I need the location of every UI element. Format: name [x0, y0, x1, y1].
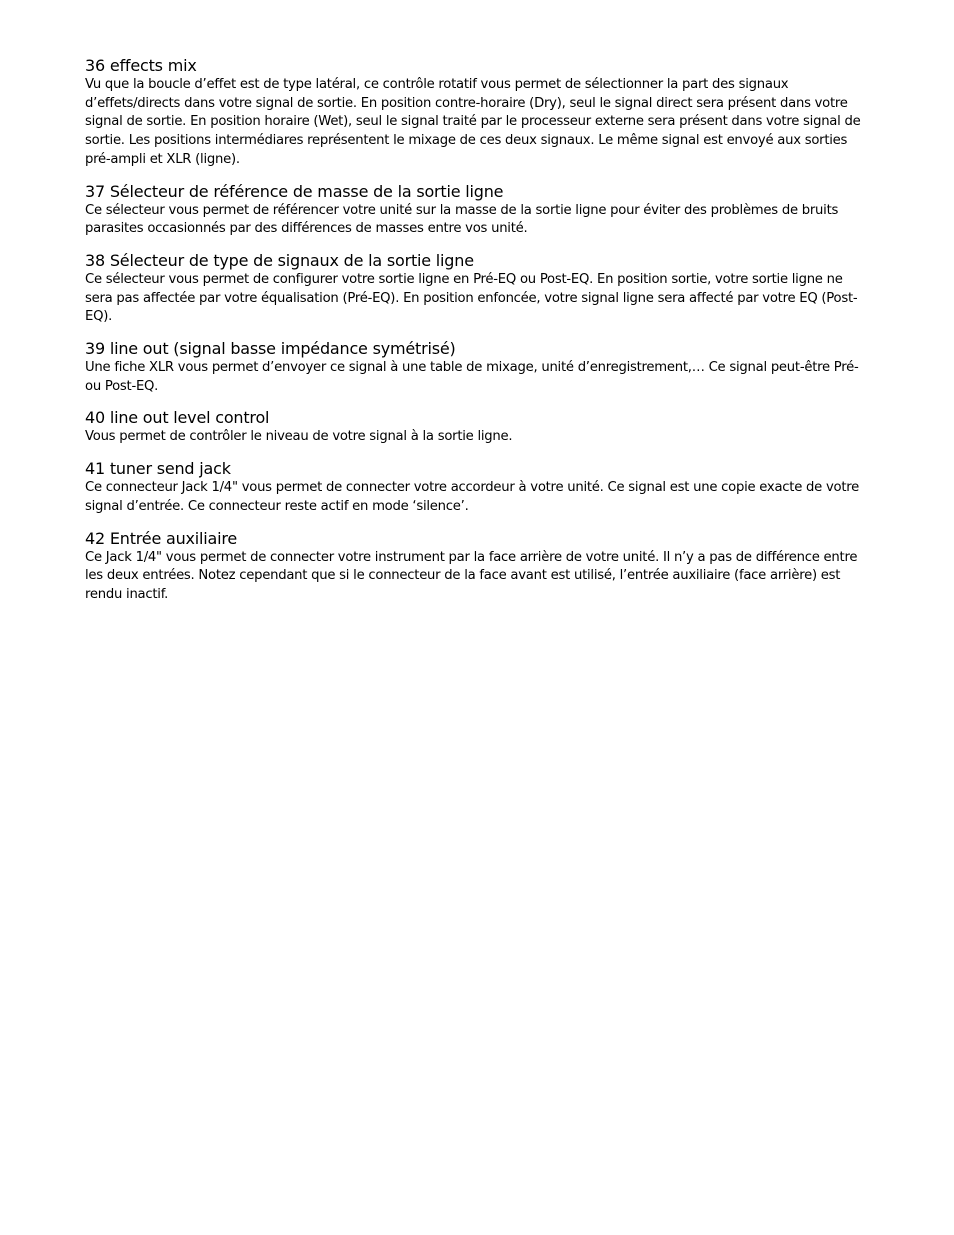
section-39-line-out [85, 339, 873, 396]
section-body: Ce sélecteur vous permet de référencer votre unité sur la masse de la sortie ligne pour éviter des problèmes de bruits parasites occasionnés par des différences de masses entre vos unité. [85, 202, 839, 237]
section-36-effects-mix [85, 56, 873, 170]
section-body: Ce connecteur Jack 1/4" vous permet de connecter votre accordeur à votre unité. Ce signal est une copie exacte de votre signal d’entrée. Ce connecteur reste actif en mode ‘silence’. [85, 480, 859, 514]
section-38-line-out-type-selector [85, 251, 873, 327]
section-40-line-out-level [85, 408, 873, 447]
section-title: 39 line out (signal basse impédance symétrisé) [85, 339, 456, 359]
section-37-ground-lift-selector [85, 182, 873, 239]
section-title: 41 tuner send jack [85, 459, 231, 479]
section-42-aux-input [85, 529, 873, 605]
document-page [85, 56, 873, 617]
section-title: 37 Sélecteur de référence de masse de la sortie ligne [85, 181, 504, 201]
section-body: Vous permet de contrôler le niveau de votre signal à la sortie ligne. [85, 429, 513, 445]
section-title: 38 Sélecteur de type de signaux de la sortie ligne [85, 250, 474, 270]
section-body: Une fiche XLR vous permet d’envoyer ce signal à une table de mixage, unité d’enregistrement,… Ce signal peut-être Pré- ou Post-EQ. [85, 360, 859, 394]
section-title: 42 Entrée auxiliaire [85, 528, 238, 548]
section-body: Vu que la boucle d’effet est de type latéral, ce contrôle rotatif vous permet de sélectionner la part des signaux d’effets/directs dans votre signal de sortie. En position contre-horaire (Dry), seul le signal direct sera présent dans votre signal de sortie. En position horaire (Wet), seul le signal traité par le processeur externe sera présent dans votre signal de sortie. Les positions intermédiares représentent le mixage de ces deux signaux. Le même signal est envoyé aux sorties pré-ampli et XLR (ligne). [85, 77, 861, 167]
section-body: Ce Jack 1/4" vous permet de connecter votre instrument par la face arrière de votre unité. Il n’y a pas de différence entre les deux entrées. Notez cependant que si le connecteur de la face avant est utilisé, l’entrée auxiliaire (face arrière) est rendu inactif. [85, 549, 858, 602]
section-title: 40 line out level control [85, 408, 270, 428]
section-body: Ce sélecteur vous permet de configurer votre sortie ligne en Pré-EQ ou Post-EQ. En position sortie, votre sortie ligne ne sera pas affectée par votre équalisation (Pré-EQ). En position enfoncée, votre signal ligne sera affecté par votre EQ (Post-EQ). [85, 271, 858, 325]
section-41-tuner-send [85, 459, 873, 516]
section-title: 36 effects mix [85, 56, 197, 75]
